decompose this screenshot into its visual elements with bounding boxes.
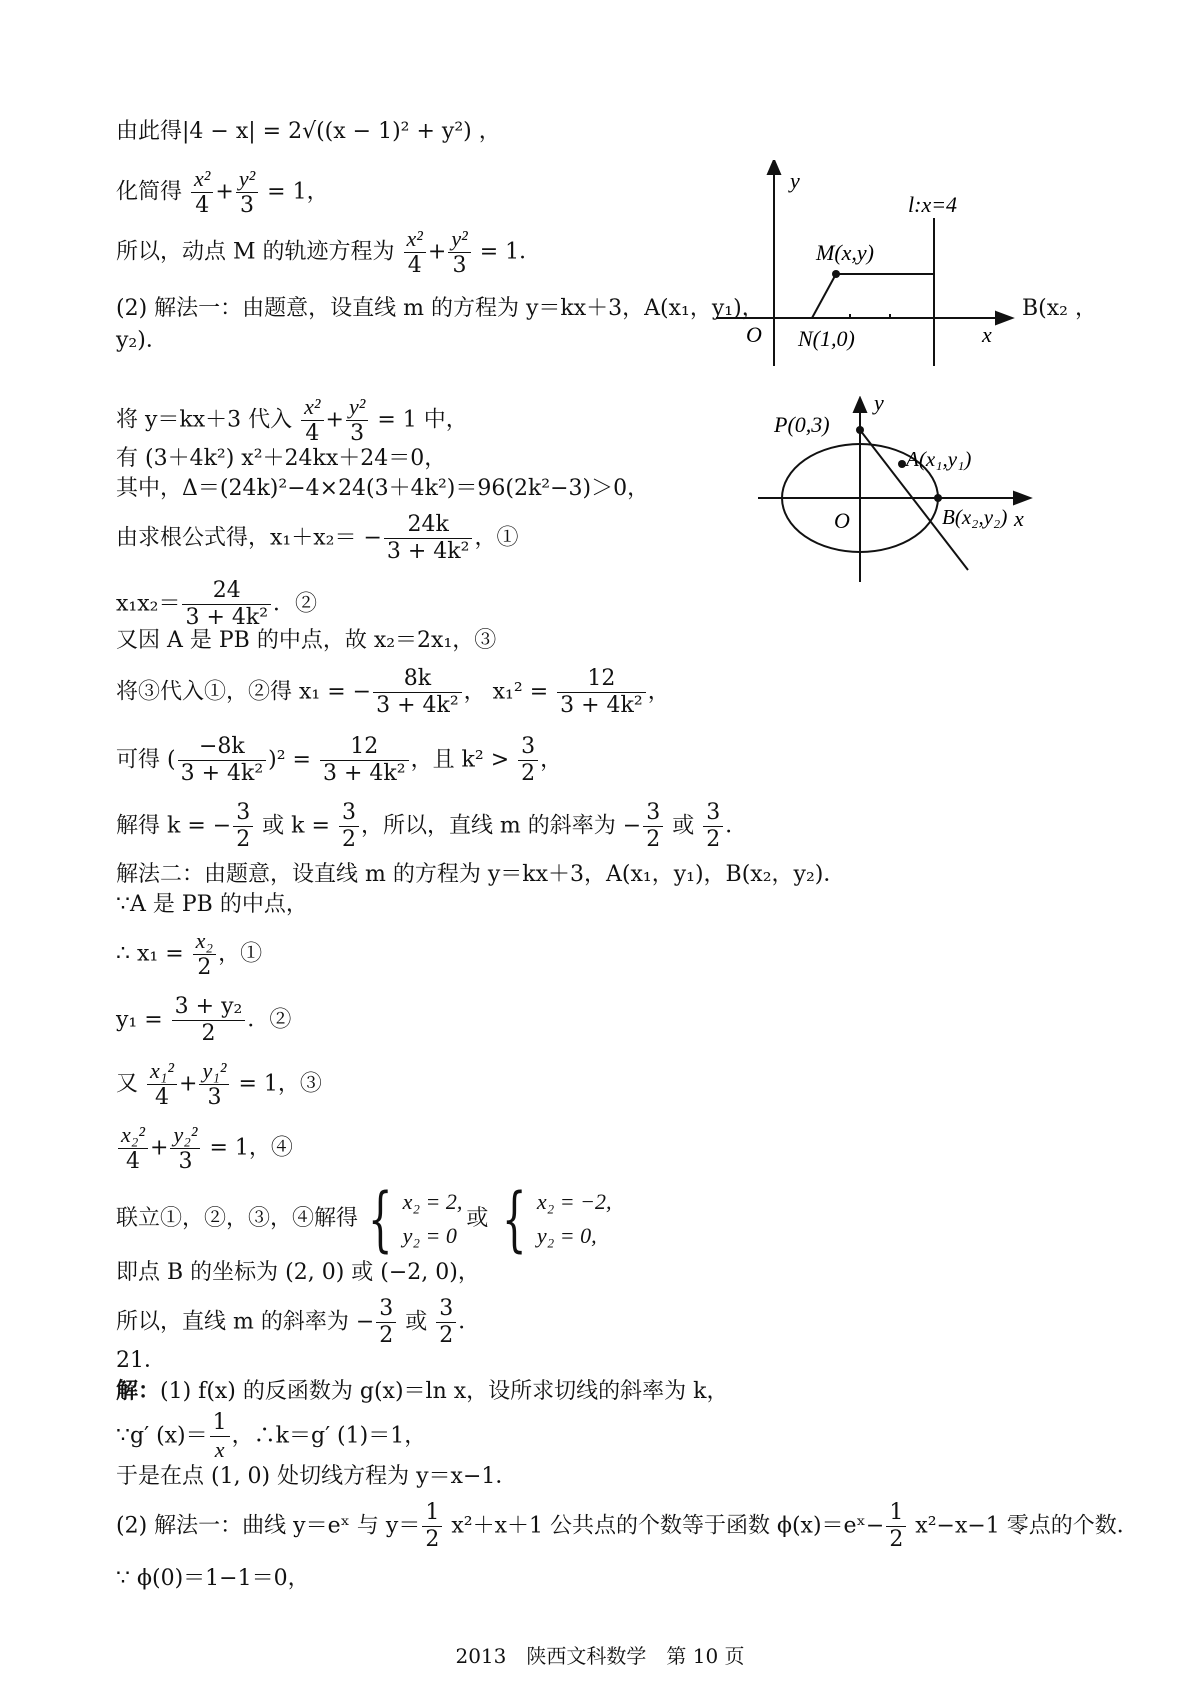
line-9: 由求根公式得，x₁＋x₂＝ − $\frac{24k}{\text{3 + 4k²}}$ ，① <box>116 512 519 564</box>
figure-locus <box>712 160 1022 370</box>
figure-ellipse <box>750 396 1040 586</box>
fraction: $\frac{3}{2}$ <box>339 800 359 853</box>
fraction: $\frac{\text{y²}}{3}$ <box>448 226 470 279</box>
fraction: $\frac{1}{2}$ <box>422 1500 442 1553</box>
fraction: $\frac{\text{x₁²}}{4}$ <box>147 1058 177 1111</box>
left-brace: { <box>368 1178 393 1260</box>
line-23: 所以，直线 m 的斜率为 − $\frac{3}{2}$ 或 $\frac{3}{2}$ ． <box>116 1296 481 1348</box>
line-16: ∵A 是 PB 的中点， <box>116 892 308 917</box>
system-1: x₂ = 2, y₂ = 0 <box>402 1189 463 1248</box>
fraction: $\frac{\text{x²}}{4}$ <box>404 226 426 279</box>
line-29: ∵ ϕ(0)＝1−1＝0， <box>116 1566 310 1591</box>
left-brace: { <box>502 1178 527 1260</box>
fraction: $\frac{\text{y²}}{3}$ <box>346 394 368 447</box>
fraction: $\frac{3}{2}$ <box>436 1296 456 1349</box>
x-arrow <box>996 312 1012 324</box>
label-l: l:x=4 <box>908 192 958 217</box>
fraction: $\frac{\text{3 + y₂}}{2}$ <box>172 994 246 1047</box>
segment-mn <box>812 274 836 318</box>
fraction: $\frac{1}{2}$ <box>886 1500 906 1553</box>
line-22: 即点 B 的坐标为 (2, 0) 或 (−2, 0)， <box>116 1260 480 1285</box>
label-o: O <box>834 508 850 533</box>
line-3: 所以，动点 M 的轨迹方程为 $\frac{\text{x²}}{4}$ + $\frac{\text{y²}}{3}$ = 1． <box>116 226 542 278</box>
label-y: y <box>874 396 884 415</box>
line-21: 联立①，②，③，④解得 { x₂ = 2, y₂ = 0 或 { x₂ = −2, y₂ = 0, <box>116 1178 612 1260</box>
line-19: 又 $\frac{\text{x₁²}}{4}$ + $\frac{\text{y₁²}}{3}$ = 1，③ <box>116 1058 322 1110</box>
point-p <box>856 426 864 434</box>
label-a: A(x₁,y₁) <box>906 447 972 471</box>
line-24: 21． <box>116 1348 166 1373</box>
line-26: ∵g′ (x)＝ $\frac{1}{x}$ ，∴k＝g′ (1)＝1， <box>116 1410 427 1462</box>
label-p: P(0,3) <box>774 412 830 437</box>
point-b <box>934 494 942 502</box>
line-20: $\frac{\text{x₂²}}{4}$ + $\frac{\text{y₂²}}{3}$ = 1，④ <box>116 1122 293 1175</box>
line-4: (2) 解法一：由题意，设直线 m 的方程为 y＝kx＋3，A(x₁，y₁)， <box>116 296 764 321</box>
page-footer: 2013 陕西文科数学 第 10 页 <box>455 1644 745 1668</box>
line-18: y₁ = $\frac{\text{3 + y₂}}{2}$ ．② <box>116 994 292 1046</box>
line-27: 于是在点 (1, 0) 处切线方程为 y＝x−1． <box>116 1464 518 1489</box>
line-10: x₁x₂＝ $\frac{24}{\text{3 + 4k²}}$ ．② <box>116 578 318 630</box>
y-arrow <box>768 160 780 174</box>
label-x: x <box>982 322 992 347</box>
fraction: $\frac{-8k}{\text{3 + 4k²}}$ <box>178 734 267 787</box>
line-28: (2) 解法一：曲线 y＝eˣ 与 y＝ $\frac{1}{2}$ x²＋x＋1 公共点的个数等于函数 ϕ(x)＝eˣ− $\frac{1}{2}$ x²−x−1 零点的个数． <box>116 1500 1139 1552</box>
line-11: 又因 A 是 PB 的中点，故 x₂＝2x₁，③ <box>116 628 497 653</box>
label-x: x <box>1014 506 1024 531</box>
line-12: 将③代入①，②得 x₁ = − $\frac{8k}{\text{3 + 4k²}}$ ， x₁² = $\frac{12}{\text{3 + 4k²}}$ ， <box>116 666 670 718</box>
fraction: $\frac{\text{x₂}}{2}$ <box>193 928 216 981</box>
fraction: $\frac{\text{x²}}{4}$ <box>191 166 213 219</box>
fraction: $\frac{3}{2}$ <box>643 800 663 853</box>
line-17: ∴ x₁ = $\frac{\text{x₂}}{2}$ ，① <box>116 928 263 980</box>
line-4-tail: B(x₂ ， <box>1022 296 1097 321</box>
fraction: $\frac{3}{2}$ <box>376 1296 396 1349</box>
text: 化简得 <box>116 179 189 205</box>
fraction: $\frac{3}{2}$ <box>233 800 253 853</box>
label-o: O <box>746 322 762 347</box>
line-6: 将 y＝kx＋3 代入 $\frac{\text{x²}}{4}$ + $\frac{\text{y²}}{3}$ = 1 中， <box>116 394 468 446</box>
system-2: x₂ = −2, y₂ = 0, <box>536 1189 612 1248</box>
line-15: 解法二：由题意，设直线 m 的方程为 y＝kx＋3，A(x₁，y₁)，B(x₂，y₂)． <box>116 862 846 887</box>
y-arrow <box>854 398 866 412</box>
line-7: 有 (3＋4k²) x²＋24kx＋24＝0， <box>116 446 447 471</box>
fraction: $\frac{\text{y²}}{3}$ <box>236 166 258 219</box>
fraction: $\frac{\text{x₂²}}{4}$ <box>118 1122 148 1175</box>
fraction: $\frac{\text{x²}}{4}$ <box>301 394 323 447</box>
label-b: B(x₂,y₂) <box>942 505 1008 529</box>
fraction: $\frac{24k}{\text{3 + 4k²}}$ <box>384 512 473 565</box>
point-m <box>832 270 840 278</box>
fraction: $\frac{24}{\text{3 + 4k²}}$ <box>182 578 271 631</box>
x-arrow <box>1014 492 1030 504</box>
line-5: y₂)． <box>116 328 168 353</box>
fraction: $\frac{3}{2}$ <box>703 800 723 853</box>
line-14: 解得 k = − $\frac{3}{2}$ 或 k = $\frac{3}{2}$ ，所以，直线 m 的斜率为 − $\frac{3}{2}$ 或 $\frac{3}{2}$ ． <box>116 800 748 852</box>
fraction: $\frac{\text{y₂²}}{3}$ <box>170 1122 200 1175</box>
line-8: 其中，Δ＝(24k)²−4×24(3＋4k²)＝96(2k²−3)＞0， <box>116 476 650 501</box>
label-y: y <box>790 168 800 193</box>
line-25: 解：(1) f(x) 的反函数为 g(x)＝ln x，设所求切线的斜率为 k， <box>116 1378 729 1404</box>
label-n: N(1,0) <box>798 326 855 351</box>
fraction: $\frac{12}{\text{3 + 4k²}}$ <box>557 666 646 719</box>
fraction: $\frac{3}{2}$ <box>518 734 538 787</box>
label-m: M(x,y) <box>816 240 875 265</box>
line-1: 由此得|4 − x| = 2√((x − 1)² + y²) ， <box>116 119 501 144</box>
fraction: $\frac{12}{\text{3 + 4k²}}$ <box>320 734 409 787</box>
point-a <box>898 460 906 468</box>
line-2: 化简得 $\frac{\text{x²}}{4}$ + $\frac{\text{y²}}{3}$ = 1， <box>116 166 329 218</box>
fraction: $\frac{1}{x}$ <box>210 1410 230 1463</box>
fraction: $\frac{\text{y₁²}}{3}$ <box>199 1058 229 1111</box>
line-13: 可得 ( $\frac{-8k}{\text{3 + 4k²}}$ )² = $\frac{12}{\text{3 + 4k²}}$ ，且 k² > $\frac{3}{2}$ ， <box>116 734 563 786</box>
fraction: $\frac{8k}{\text{3 + 4k²}}$ <box>373 666 462 719</box>
